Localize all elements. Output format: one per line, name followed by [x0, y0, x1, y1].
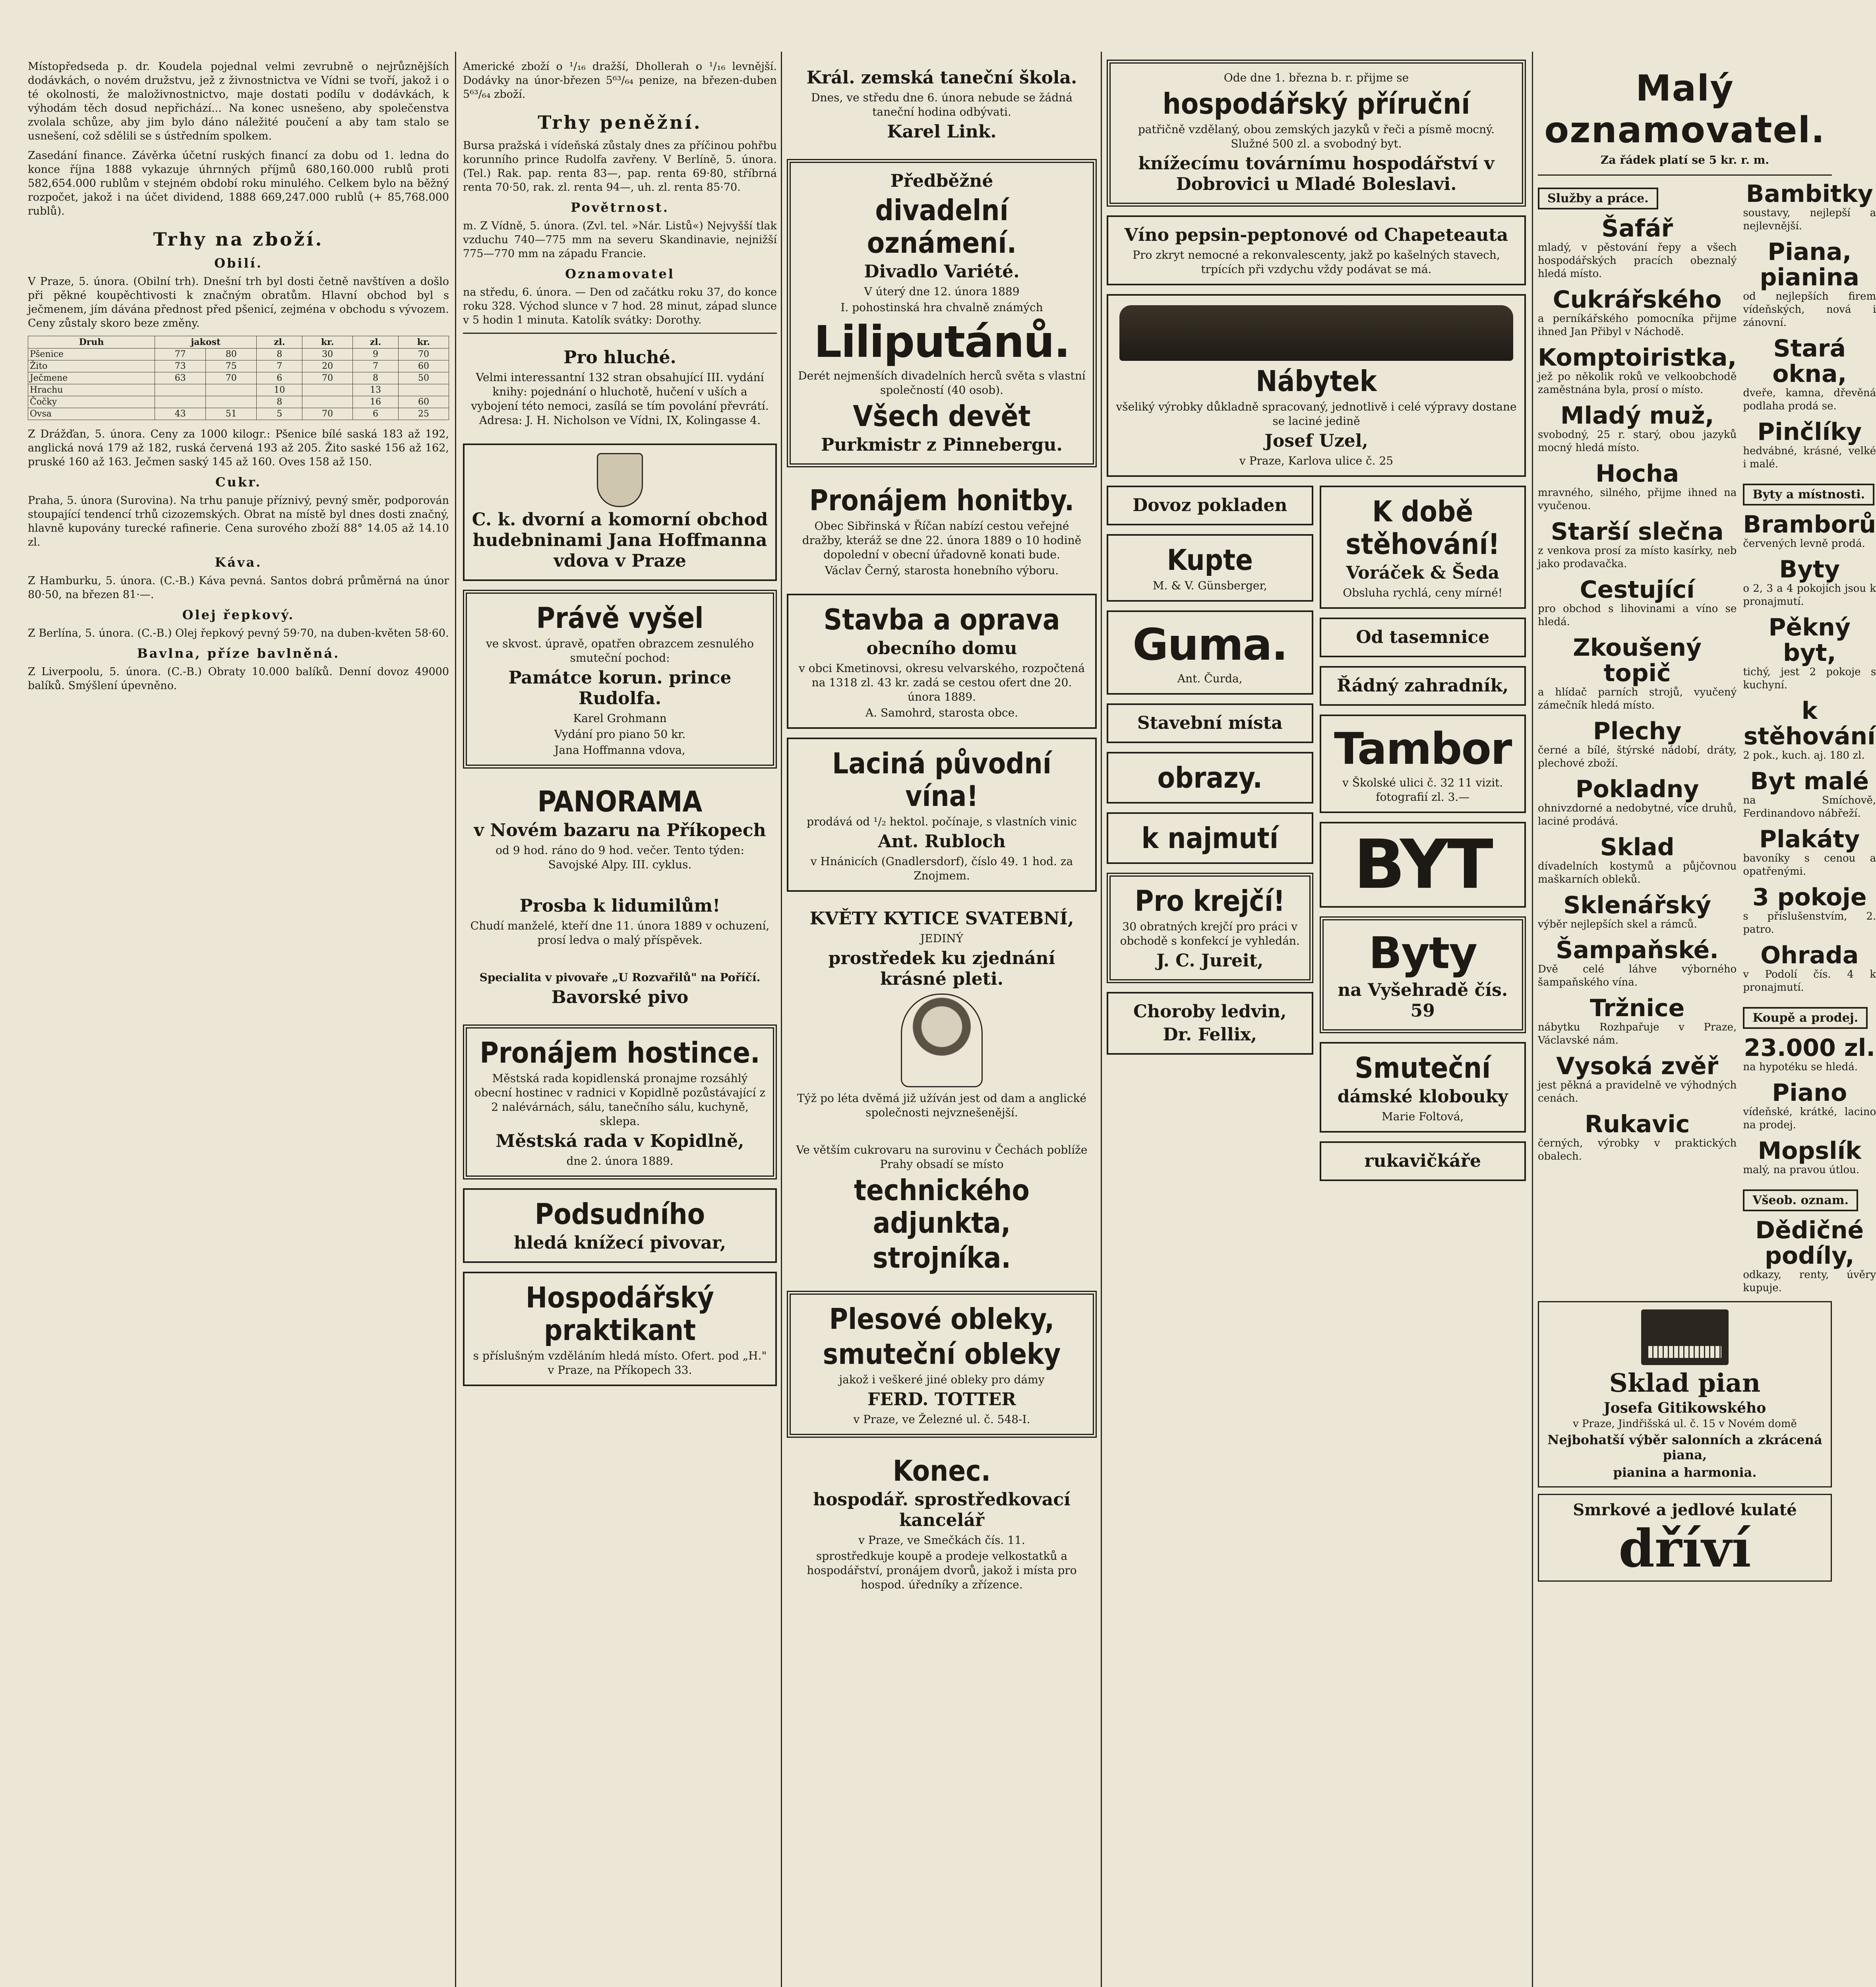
classified-text: pro obchod s lihovinami a víno se hledá.: [1538, 603, 1737, 628]
classified-text: a perníkářského pomocníka přijme ihned Jan Přibyl v Náchodě.: [1538, 313, 1737, 338]
grain-price-table: [28, 336, 449, 420]
ad-sub: ve skvost. úpravě, opatřen obrazcem zesnulého smuteční pochod:: [486, 637, 754, 664]
classified-heading: Piano: [1772, 1079, 1847, 1107]
classified-heading: Pěkný byt,: [1768, 614, 1851, 667]
sugar-report: Praha, 5. února (Surovina). Na trhu panuje příznivý, pevný směr, podporován stoupající tendencí trhů cizozemských. Obrat na místě byl dnes dosti značný, hlavně kupovány turecké rafinerie. Cena surového zboží 88° 14.05 až 14.10 zl.: [28, 494, 449, 548]
ad-price: Vydání pro piano 50 kr.: [554, 728, 686, 741]
ad-title: Král. zemská taneční škola.: [806, 68, 1077, 88]
classified-heading: Byty: [1779, 556, 1840, 583]
ad-title: Plesové obleky,: [829, 1302, 1055, 1336]
classified-heading: Vysoká zvěř: [1556, 1052, 1719, 1080]
classified-heading: Bambitky: [1746, 180, 1873, 208]
classified-ad: [1743, 181, 1876, 233]
ad-text-2: pianina a harmonia.: [1613, 1465, 1757, 1480]
ad-title: Hospodářský praktikant: [525, 1281, 714, 1347]
classified-heading: Cukrářského: [1553, 286, 1722, 314]
classified-text: nábytku Rozhpařuje v Praze, Václavské nám.: [1538, 1021, 1737, 1046]
ad-prave-vysel: [463, 590, 777, 769]
ad-headline: Památce korun. prince Rudolfa.: [508, 668, 732, 709]
classifieds-left: [1538, 181, 1737, 1301]
ad-head: Ve větším cukrovaru na surovinu v Čechách poblíže Prahy obsadí se místo: [796, 1143, 1088, 1171]
subsection-grain: Obilí.: [214, 256, 263, 271]
ad-liliputanu: [787, 159, 1097, 467]
classified-ad: [1538, 216, 1737, 281]
classified-ad: [1538, 403, 1737, 455]
ad-vina: [787, 738, 1097, 892]
crest-icon: [597, 453, 643, 507]
classified-ad: [1743, 885, 1876, 936]
classified-text: jež po několik roků ve velkoobchodě zaměstnána byla, prosí o místo.: [1538, 371, 1737, 396]
ad-title: Prosba k lidumilům!: [519, 896, 720, 916]
classified-heading: Rukavic: [1584, 1110, 1690, 1138]
classified-text: od nejlepších firem vídeňských, nová i zánovní.: [1743, 290, 1876, 329]
money-report: Bursa pražská i vídeňská zůstaly dnes za příčinou pohřbu korunního prince Rudolfa zavřeny. V Berlíně, 5. února. (Tel.) Rak. pap. renta 83—, pap. renta 69·80, stříbrná renta 70·50, rak. zl. renta 94—, uh. zl. renta 85·70.: [463, 139, 777, 194]
table-row: Ovsa 43 51 5 70 6 25: [28, 408, 449, 420]
ad-sub: JEDINÝ: [920, 932, 964, 945]
ad-hoffmann-store: [463, 443, 777, 581]
classified-heading: Zkoušený topič: [1573, 634, 1702, 687]
ad-signer: Karel Link.: [887, 122, 997, 142]
ad-text: od 9 hod. ráno do 9 hod. večer. Tento týden: Savojské Alpy. III. cyklus.: [496, 844, 744, 871]
ad-text: Dnes, ve středu dne 6. února nebude se žádná taneční hodina odbývati.: [811, 91, 1073, 118]
column-5: [1538, 60, 1876, 1987]
ad-text: s příslušným vzděláním hledá místo. Ofert. pod „H." v Praze, na Příkopech 33.: [473, 1349, 767, 1377]
ad-sub: I. pohostinská hra chvalně známých: [840, 301, 1043, 314]
ad-title: KVĚTY KYTICE SVATEBNÍ,: [809, 908, 1074, 929]
classified-ad: [1538, 835, 1737, 886]
ad-text: Velmi interessantní 132 stran obsahující III. vydání knihy: pojednání o hluchotě, hučení v uších a vybojení této nemoci, zasílá se tím povolání převrátí. Adresa: J. H. Nicholson ve Vídni, IX, Kolingasse 4.: [471, 371, 769, 427]
ad-title: PANORAMA: [537, 785, 703, 818]
classified-text: hedvábné, krásné, velké i malé.: [1743, 445, 1876, 470]
ad-byty-vysehrad: Byty na Vyšehradě čís. 59: [1320, 916, 1526, 1033]
ad-title: Nábytek: [1256, 364, 1377, 398]
ad-signer: Václav Černý, starosta honebního výboru.: [825, 564, 1059, 577]
ad-title: divadelní oznámení.: [867, 194, 1017, 260]
ad-klobouky: Smuteční dámské klobouky Marie Foltová,: [1320, 1042, 1526, 1133]
table-header-row: Druh jakost zl. kr. zl. kr.: [28, 336, 449, 349]
notice-text: na středu, 6. února. — Den od začátku roku 37, do konce roku 328. Východ slunce v 7 hod. 28 minut, západ slunce v 5 hodin 1 minuta. Katolík svátky: Dorothy.: [463, 286, 777, 326]
subsection-cotton: Bavlna, příze bavlněná.: [137, 646, 340, 661]
ad-sub: obecního domu: [866, 638, 1017, 658]
classified-heading: Komptoiristka,: [1538, 344, 1737, 372]
classifieds-right: [1743, 181, 1876, 1301]
ad-firm: Jana Hoffmanna vdova,: [554, 744, 685, 757]
divider: [463, 333, 777, 334]
classified-ad: [1743, 1080, 1876, 1132]
classified-ad: [1538, 635, 1737, 712]
classified-ad: [1538, 461, 1737, 513]
subsection-weather: Povětrnost.: [571, 200, 669, 215]
classified-ad: [1743, 615, 1876, 692]
classified-text: ohnivzdorné a nedobytné, více druhů, laciné prodává.: [1538, 802, 1737, 827]
subsection-notices: Oznamovatel: [565, 266, 675, 281]
oil-report: Z Berlína, 5. února. (C.-B.) Olej řepkový pevný 59·70, na duben-květen 58·60.: [28, 627, 449, 639]
coffee-report: Z Hamburku, 5. února. (C.-B.) Káva pevná. Santos dobrá průměrná na únor 80·50, na březen 81·—.: [28, 575, 449, 601]
classified-text: dívadelních kostymů a půjčovnou maškarních obleků.: [1538, 860, 1737, 885]
ad-text: Derét nejmenších divadelních herců světa s vlastní společností (40 osob).: [798, 369, 1086, 397]
ad-addr: v Praze, ve Smečkách čís. 11.: [858, 1534, 1025, 1547]
ad-feature: Všech devět: [853, 399, 1031, 433]
classified-text: bavoníky s cenou a opatřenými.: [1743, 852, 1876, 877]
ad-dance-school: [787, 60, 1097, 150]
column-4: [1107, 60, 1526, 1987]
ad-firm: FERD. TOTTER: [867, 1389, 1016, 1410]
ad-addr: v Praze, Karlova ulice č. 25: [1239, 454, 1394, 467]
classified-heading: Sklenářský: [1563, 891, 1711, 919]
ad-title: Specialita v pivovaře „U Rozvařilů" na Poříčí.: [479, 971, 761, 984]
classified-heading: Dědičné podíly,: [1755, 1216, 1864, 1270]
category-sale: Koupě a prodej.: [1743, 1007, 1868, 1029]
ad-text: Obec Sibřinská v Říčan nabízí cestou veřejné dražby, kteráž se dne 22. února 1889 o 10 hodině dopolední v obecní úřadovně konati bude.: [802, 519, 1082, 561]
weather-report: m. Z Vídně, 5. února. (Zvl. tel. »Nár. Listů«) Nejvyšší tlak vzduchu 740—775 mm na severu Skandinavie, nejnižší 775—770 mm na západu Francie.: [463, 220, 777, 260]
ad-hostince: [463, 1024, 777, 1179]
classified-ad: [1538, 718, 1737, 770]
classified-text: mravného, silného, přijme ihned na vyučenou.: [1538, 487, 1737, 512]
ad-head: Ode dne 1. března b. r. přijme se: [1224, 71, 1409, 84]
ad-prosba: [463, 888, 777, 955]
piano-icon: [1641, 1309, 1729, 1365]
ad-title: Sklad pian: [1609, 1368, 1761, 1398]
classified-heading: Bramborů: [1743, 511, 1876, 538]
classified-ad: [1743, 419, 1876, 471]
ad-text: Chudí manželé, kteří dne 11. února 1889 v ochuzení, prosí ledva o malý příspěvek.: [470, 919, 770, 947]
ad-sub: Bavorské pivo: [551, 987, 689, 1007]
ad-drivi: [1538, 1494, 1832, 1582]
classified-heading: Stará okna,: [1772, 335, 1847, 388]
ad-signer: A. Samohrd, starosta obce.: [865, 706, 1018, 719]
section-title-markets: Trhy na zboží.: [153, 229, 324, 250]
classified-ad: [1538, 287, 1737, 339]
ad-byt: BYT: [1320, 822, 1526, 908]
classified-text: Dvě celé láhve výborného šampaňského vína.: [1538, 963, 1737, 988]
classified-text: soustavy, nejlepší a nejlevnější.: [1743, 207, 1876, 232]
classified-text: černých, výrobky v praktických obalech.: [1538, 1137, 1737, 1162]
classified-ad: [1538, 577, 1737, 629]
ad-prirucni: [1107, 60, 1526, 207]
lady-portrait-icon: [901, 993, 983, 1087]
ad-text: všeliký výrobky důkladně spracovaný, jednotlivě i celé výpravy dostane se laciné jedině: [1116, 400, 1517, 428]
ad-adjunkt: [787, 1136, 1097, 1282]
classified-heading: Starší slečna: [1551, 518, 1724, 546]
classified-text: mladý, v pěstování řepy a všech hospodářských pracích obeznalý hledá místo.: [1538, 242, 1737, 280]
ad-text: v obci Kmetinovsi, okresu velvarského, rozpočtená na 1318 zl. 43 kr. zadá se cestou ofert dne 20. února 1889.: [798, 662, 1085, 703]
classified-text: o 2, 3 a 4 pokojích jsou k pronajmutí.: [1743, 583, 1876, 608]
ad-sklad-pian: [1538, 1301, 1832, 1487]
classified-text: tichý, jest 2 pokoje s kuchyní.: [1743, 666, 1876, 691]
table-row: Pšenice 77 80 8 30 9 70: [28, 349, 449, 360]
classified-ad: [1743, 1035, 1876, 1074]
ad-firm: Josefa Gitikowského: [1603, 1400, 1766, 1416]
ad-firm: knížecímu továrnímu hospodářství v Dobrovici u Mladé Boleslavi.: [1138, 153, 1495, 194]
classified-heading: Sklad: [1600, 833, 1675, 861]
category-misc: Všeob. oznam.: [1743, 1189, 1858, 1211]
classified-ad: [1743, 557, 1876, 608]
ad-addr: v Praze, Jindřišská ul. č. 15 v Novém domě: [1573, 1418, 1797, 1430]
ad-vino-pepsin: [1107, 215, 1526, 285]
ad-title: technického adjunkta,: [854, 1174, 1030, 1239]
ad-konec: Konec.: [893, 1454, 991, 1487]
ad-title: Víno pepsin-peptonové od Chapeteauta: [1124, 225, 1508, 245]
ad-obrazy: obrazy.: [1107, 752, 1313, 804]
ad-tasemnice: Od tasemnice: [1320, 618, 1526, 657]
ad-stehovani: K době stěhování! Voráček & Šeda Obsluha rychlá, ceny mírné!: [1320, 486, 1526, 609]
divider: [1538, 174, 1832, 176]
ad-rukavicka: rukavičkáře: [1320, 1141, 1526, 1181]
ad-title: Podsudního: [534, 1197, 705, 1231]
classified-heading: Hocha: [1595, 460, 1679, 488]
classified-heading: Ohrada: [1760, 941, 1859, 969]
ad-headline: dříví: [1619, 1518, 1751, 1579]
ad-title: Pronájem honitby.: [809, 484, 1074, 517]
ad-text: Týž po léta dvěmá již užíván jest od dam a anglické společnosti nejvznešenější.: [797, 1092, 1087, 1119]
column-rule: [781, 52, 782, 1987]
classified-heading: 3 pokoje: [1752, 883, 1867, 911]
ad-text: Pro zkryt nemocné a rekonvalescenty, jakž po kašelných stavech, trpících při vzdychu vždy podávat se má.: [1133, 248, 1500, 276]
classified-ad: [1538, 893, 1737, 931]
ad-play: Purkmistr z Pinnebergu.: [821, 435, 1063, 455]
ad-text: Nejbohatší výběr salonních a zkrácená piana,: [1547, 1432, 1822, 1462]
ad-kupte: Kupte M. & V. Günsberger,: [1107, 534, 1313, 602]
category-jobs: Služby a práce.: [1538, 188, 1658, 209]
table-row: Žito 73 75 7 20 7 60: [28, 360, 449, 372]
market-dresden: Z Drážďan, 5. února. Ceny za 1000 kilogr.: Pšenice bílé saská 183 až 192, anglická nová 179 až 182, ruská červená 193 až 205. Žito saské 156 až 162, pruské 160 až 163. Ječmen saský 145 až 160. Oves 158 až 150.: [28, 428, 449, 468]
newspaper-page: [28, 28, 1876, 1987]
classified-ad: [1743, 239, 1876, 329]
ad-text: patřičně vzdělaný, obou zemských jazyků v řeči a písmě mocný. Služné 500 zl. a svobodný byt.: [1138, 123, 1495, 150]
ad-title: Pro hluché.: [563, 347, 676, 368]
classified-ad: [1743, 769, 1876, 820]
ad-title: hospodářský příruční: [1162, 87, 1470, 120]
classified-heading: Pokladny: [1575, 775, 1699, 803]
ad-nabytek: [1107, 294, 1526, 477]
ad-stavba: [787, 594, 1097, 729]
classified-ad: [1743, 943, 1876, 994]
classified-heading: k stěhování: [1743, 697, 1876, 750]
ad-title: Pronájem hostince.: [480, 1036, 760, 1069]
column-rule: [1532, 52, 1533, 1987]
classified-text: na Smíchově, Ferdinandovo nábřeží.: [1743, 794, 1876, 819]
classified-text: z venkova prosí za místo kasírky, neb jako prodavačka.: [1538, 545, 1737, 570]
ad-title: Právě vyšel: [536, 601, 704, 635]
ad-group-left: [1107, 486, 1313, 1190]
ad-firm: Josef Uzel,: [1264, 431, 1368, 451]
ad-addr: v Praze, ve Železné ul. č. 548-I.: [853, 1413, 1030, 1426]
classified-ad: [1538, 345, 1737, 397]
ad-author: Karel Grohmann: [573, 712, 667, 725]
classified-ad: [1538, 1112, 1737, 1163]
ad-pro-hluche: [463, 339, 777, 435]
article-finance: Zasedání finance. Závěrka účetní ruských financí za dobu od 1. ledna do konce října 1888 vykazuje úhrnných příjmů 680,160.000 rublů proti 582,654.000 rublům v stejném období roku minulého. Celkem bylo na běžný rozpočet, jakož i na účet dividend, 1888 669,247.000 rublů (+ 85,768.000 rublů).: [28, 149, 449, 217]
classifieds-grid: [1538, 180, 1876, 1301]
category-flats: Byty a místnosti.: [1743, 484, 1874, 505]
ad-guma: Guma. Ant. Čurda,: [1107, 610, 1313, 695]
ad-text: Městská rada kopidlenská pronajme rozsáhlý obecní hostinec v radnici v Kopidlně pozůstávající z 2 nalévárnách, sálu, tanečního sálu, kuchyně, sklepa.: [474, 1072, 766, 1128]
ad-sub: v Novém bazaru na Příkopech: [474, 820, 766, 841]
classified-ad: [1743, 1218, 1876, 1295]
section-title-money: Trhy peněžní.: [538, 112, 702, 133]
ad-panorama: [463, 777, 777, 879]
ad-addr: v Hnánicích (Gnadlersdorf), číslo 49. 1 hod. za Znojmem.: [810, 855, 1073, 882]
classified-ad: [1538, 937, 1737, 989]
classified-ad: [1743, 698, 1876, 762]
table-row: Hrachu 10 13: [28, 384, 449, 396]
ad-theatre: Divadlo Variété.: [864, 261, 1020, 282]
ad-text: prodává od ¹/₂ hektol. počínaje, s vlastních vinic: [807, 815, 1077, 828]
subsection-coffee: Káva.: [215, 555, 262, 570]
ad-title-2: smuteční obleky: [823, 1337, 1061, 1371]
table-row: Ječmene 63 70 6 70 8 50: [28, 372, 449, 384]
column-rule: [455, 52, 456, 1987]
classified-ad: [1743, 827, 1876, 878]
ad-pre: Předběžné: [890, 171, 993, 191]
classified-heading: Šafář: [1601, 215, 1673, 242]
classified-text: s příslušenstvím, 2. patro.: [1743, 910, 1876, 935]
ad-title: Stavba a oprava: [823, 603, 1060, 636]
ad-text: sprostředkuje koupě a prodeje velkostatků a hospodářství, pronájem dvorů, jakož i místa pro hospod. úředníky a zřízence.: [807, 1549, 1077, 1591]
ad-najmuti: k najmutí: [1107, 812, 1313, 864]
classified-ad: [1538, 995, 1737, 1047]
ad-praktikant: [463, 1272, 777, 1386]
ad-pivovar: [463, 963, 777, 1016]
ad-title: Laciná původní vína!: [832, 747, 1051, 813]
classified-ad: [1538, 777, 1737, 828]
classified-text: odkazy, renty, úvěry kupuje.: [1743, 1269, 1876, 1294]
classified-heading: Šampaňské.: [1556, 936, 1719, 964]
ad-headline: Liliputánů.: [814, 316, 1070, 367]
grain-report: V Praze, 5. února. (Obilní trh). Dnešní trh byl dosti četně navštíven a došlo při pěkné koupěchtivosti k značným obratům. Hlavní obchod byl s ječmenem, jím dávána přednost před pšenicí, zejména v obchodu s vývozem. Ceny zůstaly skoro beze změny.: [28, 275, 449, 329]
classifieds-rate: Za řádek platí se 5 kr. r. m.: [1600, 153, 1770, 167]
column-rule: [1101, 52, 1102, 1987]
classified-ad: [1538, 519, 1737, 571]
ad-choroby: Choroby ledvin, Dr. Fellix,: [1107, 992, 1313, 1055]
classified-heading: Cestující: [1580, 576, 1695, 604]
ad-title: C. k. dvorní a komorní obchod hudebninami Jana Hoffmanna vdova v Praze: [472, 509, 768, 571]
ad-title-2: strojníka.: [873, 1241, 1011, 1274]
subsection-oil: Olej řepkový.: [182, 607, 295, 622]
classifieds-masthead: Malý oznamovatel.: [1544, 68, 1826, 151]
classified-text: dveře, kamna, dřevěná podlaha prodá se.: [1743, 387, 1876, 412]
classified-text: výběr nejlepších skel a rámců.: [1538, 918, 1697, 930]
ad-text: jakož i veškeré jiné obleky pro dámy: [839, 1373, 1045, 1386]
ad-mista: Stavební místa: [1107, 703, 1313, 743]
ad-sub2: prostředek ku zjednání krásné pleti.: [828, 948, 1055, 989]
classified-ad: [1743, 1138, 1876, 1177]
table-row: Čočky 8 16 60: [28, 396, 449, 408]
classified-text: jest pěkná a pravidelně ve výhodných cenách.: [1538, 1079, 1737, 1104]
ad-row: [1107, 486, 1526, 1190]
sofa-icon: [1119, 305, 1513, 361]
classified-text: na hypotéku se hledá.: [1743, 1061, 1858, 1073]
cotton-report: Z Liverpoolu, 5. února. (C.-B.) Obraty 10.000 balíků. Denní dovoz 49000 balíků. Smýšlení úpevněno.: [28, 666, 449, 692]
ad-tambor: Tambor v Školské ulici č. 32 11 vizit. fotografií zl. 3.—: [1320, 715, 1526, 813]
column-2: [463, 60, 777, 1987]
ad-date: V úterý dne 12. února 1889: [864, 285, 1020, 298]
page-header-rule: [28, 28, 1832, 44]
ad-podsudniho: [463, 1188, 777, 1263]
cotton-continued: Americké zboží o ¹/₁₆ dražší, Dhollerah o ¹/₁₆ levnější. Dodávky na únor-březen 5⁶³/₆₄ penize, na březen-duben 5⁶³/₆₄ zboží.: [463, 60, 777, 101]
classified-text: vídeňské, krátké, lacino na prodej.: [1743, 1106, 1876, 1131]
ad-group-right: [1320, 486, 1526, 1190]
column-3: [787, 60, 1097, 1987]
ad-title: hospodář. sprostředkovací kancelář: [813, 1489, 1071, 1530]
classified-heading: Piana, pianina: [1760, 238, 1859, 291]
classified-heading: Byt malé: [1750, 767, 1869, 795]
ad-kancelar: [787, 1447, 1097, 1599]
classified-text: malý, na pravou útlou.: [1743, 1164, 1860, 1176]
ad-sub: hledá knížecí pivovar,: [513, 1233, 726, 1253]
classified-text: černé a bílé, štýrské nádobí, dráty, plechové zboží.: [1538, 744, 1737, 769]
classified-heading: Mopslík: [1758, 1137, 1862, 1165]
ad-signer: Městská rada v Kopidlně,: [496, 1131, 744, 1151]
classified-heading: 23.000 zl.: [1744, 1034, 1876, 1062]
ad-date: dne 2. února 1889.: [566, 1154, 674, 1168]
ad-title: Smrkové a jedlové kulaté: [1573, 1501, 1797, 1519]
classified-text: 2 pok., kuch. aj. 180 zl.: [1743, 749, 1865, 761]
article-intro: Místopředseda p. dr. Koudela pojednal velmi zevrubně o nejrůznějších dodávkách, o novém družstvu, jež z živnostnictva ve Vídni se tvoří, jakož i o té okolnosti, že maloživnostnictvo, maje dostati podílu v dodávkách, k výhodám těch dosud nepřichází... Na konec usnešeno, aby společenstva zvolala schůze, aby jim bylo dáno náležité poučení a aby tam stalo se usnešení, což sdělili se s ústředním spolkem.: [28, 60, 449, 142]
classified-ad: [1538, 1054, 1737, 1105]
ad-pokladen: Dovoz pokladen: [1107, 486, 1313, 525]
classified-heading: Plechy: [1593, 717, 1682, 745]
classified-heading: Mladý muž,: [1560, 402, 1714, 430]
classified-text: a hlídač parních strojů, vyučený zámečník hledá místo.: [1538, 686, 1737, 711]
classified-heading: Pinčlíky: [1757, 418, 1862, 446]
subsection-sugar: Cukr.: [215, 474, 261, 490]
ad-kvety: [787, 901, 1097, 1127]
classified-ad: [1743, 512, 1876, 550]
ad-krejci: Pro krejčí! 30 obratných krejčí pro práci v obchodě s konfekcí je vyhledán. J. C. Jureit,: [1107, 873, 1313, 983]
classified-text: v Podolí čís. 4 k pronajmutí.: [1743, 968, 1876, 993]
ad-obleky: [787, 1291, 1097, 1438]
ad-honitby: [787, 476, 1097, 585]
ad-zahradnik: Řádný zahradník,: [1320, 666, 1526, 706]
classified-text: svobodný, 25 r. starý, obou jazyků mocný hledá místo.: [1538, 429, 1737, 454]
ad-firm: Ant. Rubloch: [878, 831, 1006, 852]
column-1: [28, 60, 449, 1987]
classified-ad: [1743, 336, 1876, 413]
classified-heading: Tržnice: [1589, 994, 1685, 1022]
classified-text: červených levně prodá.: [1743, 538, 1865, 550]
classified-heading: Plakáty: [1759, 825, 1860, 853]
